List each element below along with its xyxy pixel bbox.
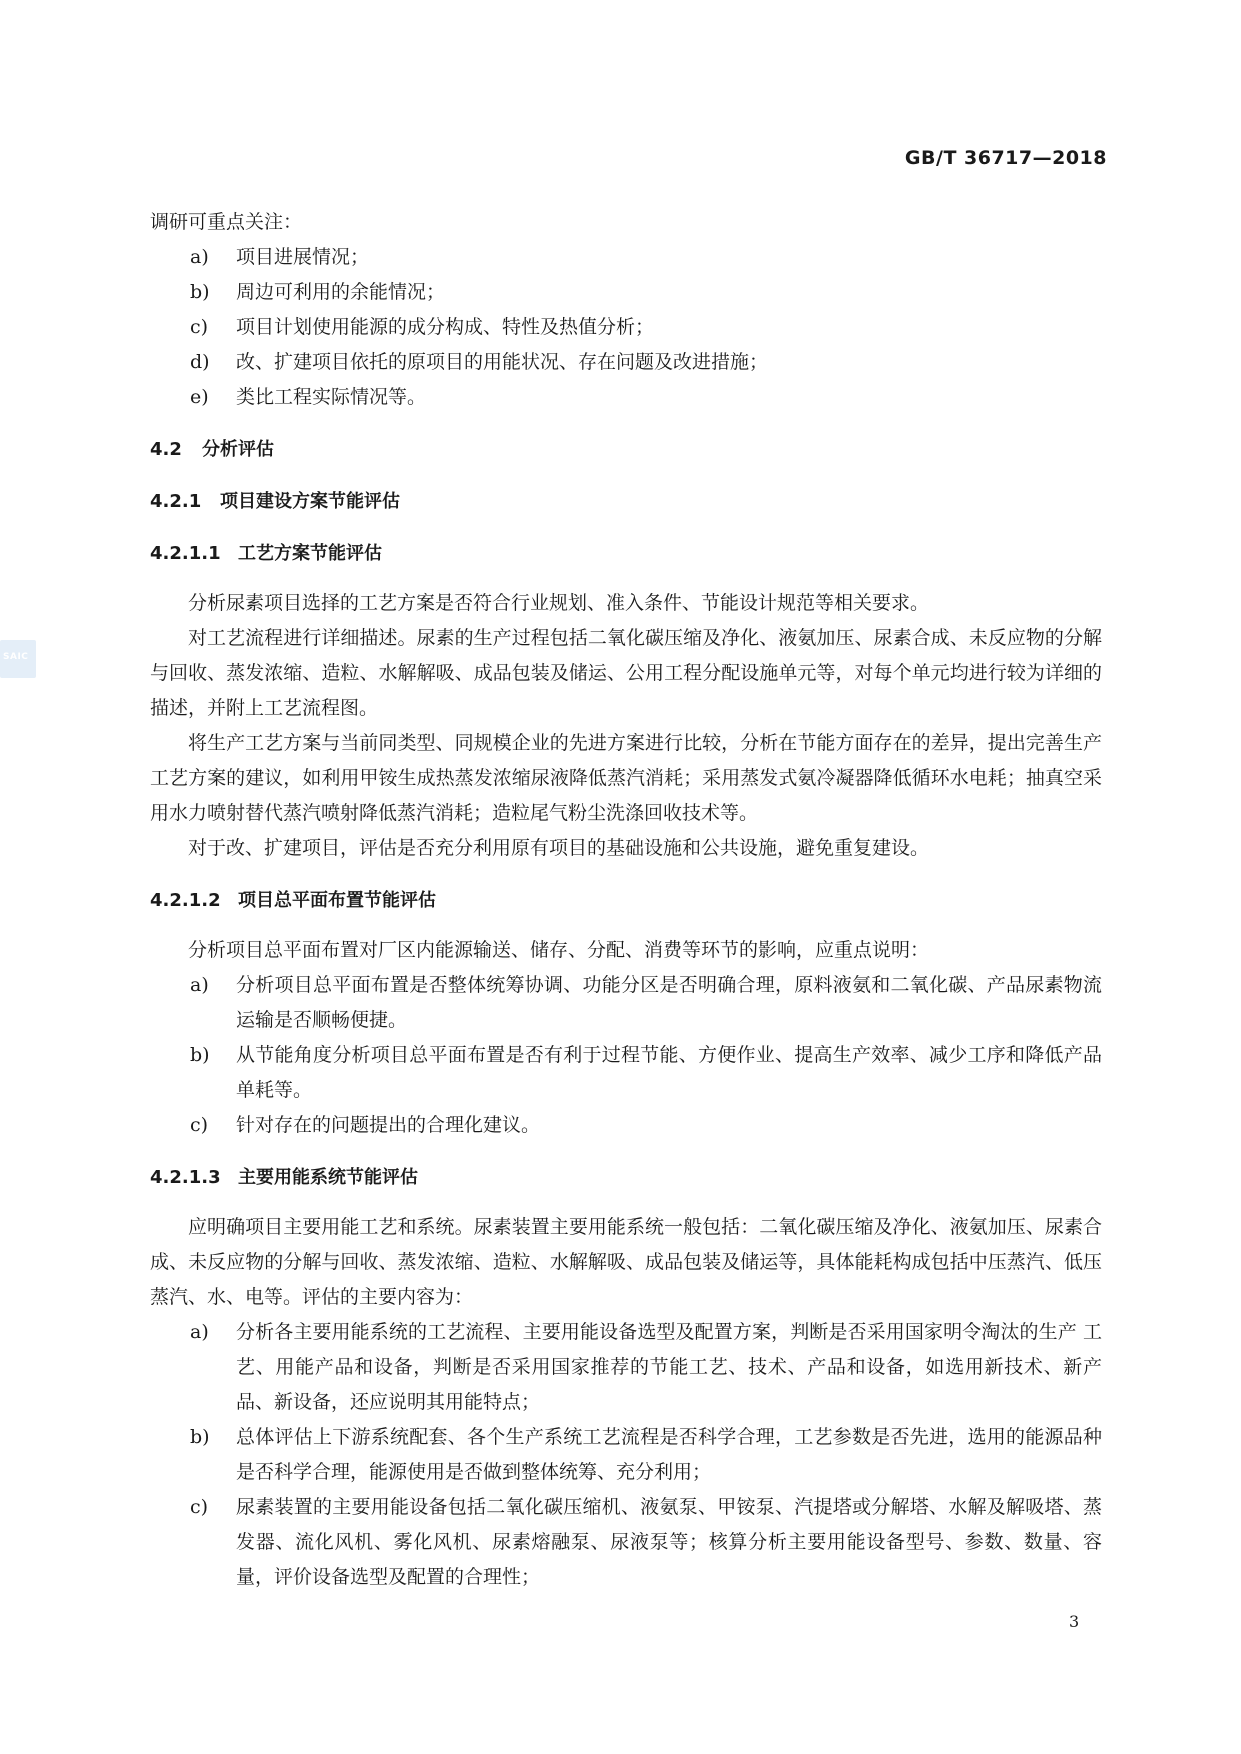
paragraph: 将生产工艺方案与当前同类型、同规模企业的先进方案进行比较，分析在节能方面存在的差异，提出完善生产工艺方案的建议，如利用甲铵生成热蒸发浓缩尿液降低蒸汽消耗；采用蒸发式氨冷凝器降低循环水电耗；抽真空采用水力喷射替代蒸汽喷射降低蒸汽消耗；造粒尾气粉尘洗涤回收技术等。	[150, 732, 1102, 824]
section-title: 分析评估	[202, 439, 274, 460]
paragraph: 应明确项目主要用能工艺和系统。尿素装置主要用能系统一般包括：二氧化碳压缩及净化、液氨加压、尿素合成、未反应物的分解与回收、蒸发浓缩、造粒、水解解吸、成品包装及储运等，具体能耗构成包括中压蒸汽、低压蒸汽、水、电等。评估的主要内容为：	[150, 1216, 1102, 1308]
section-heading-4-2-1-3	[150, 1160, 1102, 1195]
list-marker: c)	[190, 1114, 209, 1136]
section-number: 4.2.1.2	[150, 890, 221, 911]
list-marker: b)	[190, 281, 210, 303]
list-item-text: 改、扩建项目依托的原项目的用能状况、存在问题及改进措施；	[236, 351, 769, 373]
list-item-text: 项目计划使用能源的成分构成、特性及热值分析；	[236, 316, 655, 338]
section-title: 工艺方案节能评估	[238, 543, 382, 564]
page-number: 3	[1069, 1612, 1080, 1631]
list-item-text: 总体评估上下游系统配套、各个生产系统工艺流程是否科学合理，工艺参数是否先进，选用的能源品种是否科学合理，能源使用是否做到整体统筹、充分利用；	[236, 1426, 1102, 1483]
paragraph: 对于改、扩建项目，评估是否充分利用原有项目的基础设施和公共设施，避免重复建设。	[188, 837, 930, 859]
watermark-text: SAIC	[3, 652, 29, 662]
list-marker: e)	[190, 386, 209, 408]
list-item-text: 周边可利用的余能情况；	[236, 281, 446, 303]
list-item	[150, 1490, 1102, 1595]
document-body	[150, 205, 1102, 1595]
watermark-logo	[0, 640, 36, 678]
list-marker: d)	[190, 351, 210, 373]
list-item-text: 尿素装置的主要用能设备包括二氧化碳压缩机、液氨泵、甲铵泵、汽提塔或分解塔、水解及解吸塔、蒸发器、流化风机、雾化风机、尿素熔融泵、尿液泵等；核算分析主要用能设备型号、参数、数量、容量，评价设备选型及配置的合理性；	[236, 1496, 1102, 1588]
list-item-text: 针对存在的问题提出的合理化建议。	[236, 1114, 541, 1136]
section-heading-4-2-1-2	[150, 883, 1102, 918]
list-item	[150, 275, 1102, 310]
list-item-text: 分析各主要用能系统的工艺流程、主要用能设备选型及配置方案，判断是否采用国家明令淘汰的生产 工艺、用能产品和设备，判断是否采用国家推荐的节能工艺、技术、产品和设备，如选用新技术、新产品、新设备，还应说明其用能特点；	[236, 1321, 1102, 1413]
list-item	[150, 1038, 1102, 1108]
list-marker: c)	[190, 1496, 209, 1518]
section-title: 项目建设方案节能评估	[220, 491, 400, 512]
list-item	[150, 240, 1102, 275]
paragraph: 分析项目总平面布置对厂区内能源输送、储存、分配、消费等环节的影响，应重点说明：	[188, 939, 930, 961]
list-item	[150, 310, 1102, 345]
list-item	[150, 345, 1102, 380]
list-item	[150, 1108, 1102, 1143]
list-item	[150, 1420, 1102, 1490]
list-item-text: 项目进展情况；	[236, 246, 370, 268]
list-marker: c)	[190, 316, 209, 338]
list-item-text: 类比工程实际情况等。	[236, 386, 427, 408]
list-marker: a)	[190, 246, 209, 268]
section-number: 4.2.1.3	[150, 1167, 221, 1188]
section-heading-4-2	[150, 432, 1102, 467]
intro-text: 调研可重点关注：	[150, 211, 303, 233]
list-item	[150, 380, 1102, 415]
list-marker: a)	[190, 974, 209, 996]
list-item	[150, 968, 1102, 1038]
list-marker: a)	[190, 1321, 209, 1343]
section-title: 主要用能系统节能评估	[238, 1167, 418, 1188]
list-item-text: 分析项目总平面布置是否整体统筹协调、功能分区是否明确合理，原料液氨和二氧化碳、产品尿素物流运输是否顺畅便捷。	[236, 974, 1102, 1031]
section-number: 4.2	[150, 439, 182, 460]
section-number: 4.2.1.1	[150, 543, 221, 564]
section-title: 项目总平面布置节能评估	[238, 890, 436, 911]
standard-code: GB/T 36717—2018	[904, 147, 1107, 169]
paragraph: 分析尿素项目选择的工艺方案是否符合行业规划、准入条件、节能设计规范等相关要求。	[188, 592, 930, 614]
paragraph: 对工艺流程进行详细描述。尿素的生产过程包括二氧化碳压缩及净化、液氨加压、尿素合成、未反应物的分解与回收、蒸发浓缩、造粒、水解解吸、成品包装及储运、公用工程分配设施单元等，对每个单元均进行较为详细的描述，并附上工艺流程图。	[150, 627, 1102, 719]
list-marker: b)	[190, 1426, 210, 1448]
list-marker: b)	[190, 1044, 210, 1066]
section-heading-4-2-1-1	[150, 536, 1102, 571]
list-item-text: 从节能角度分析项目总平面布置是否有利于过程节能、方便作业、提高生产效率、减少工序和降低产品单耗等。	[236, 1044, 1102, 1101]
section-number: 4.2.1	[150, 491, 202, 512]
list-item	[150, 1315, 1102, 1420]
section-heading-4-2-1	[150, 484, 1102, 519]
